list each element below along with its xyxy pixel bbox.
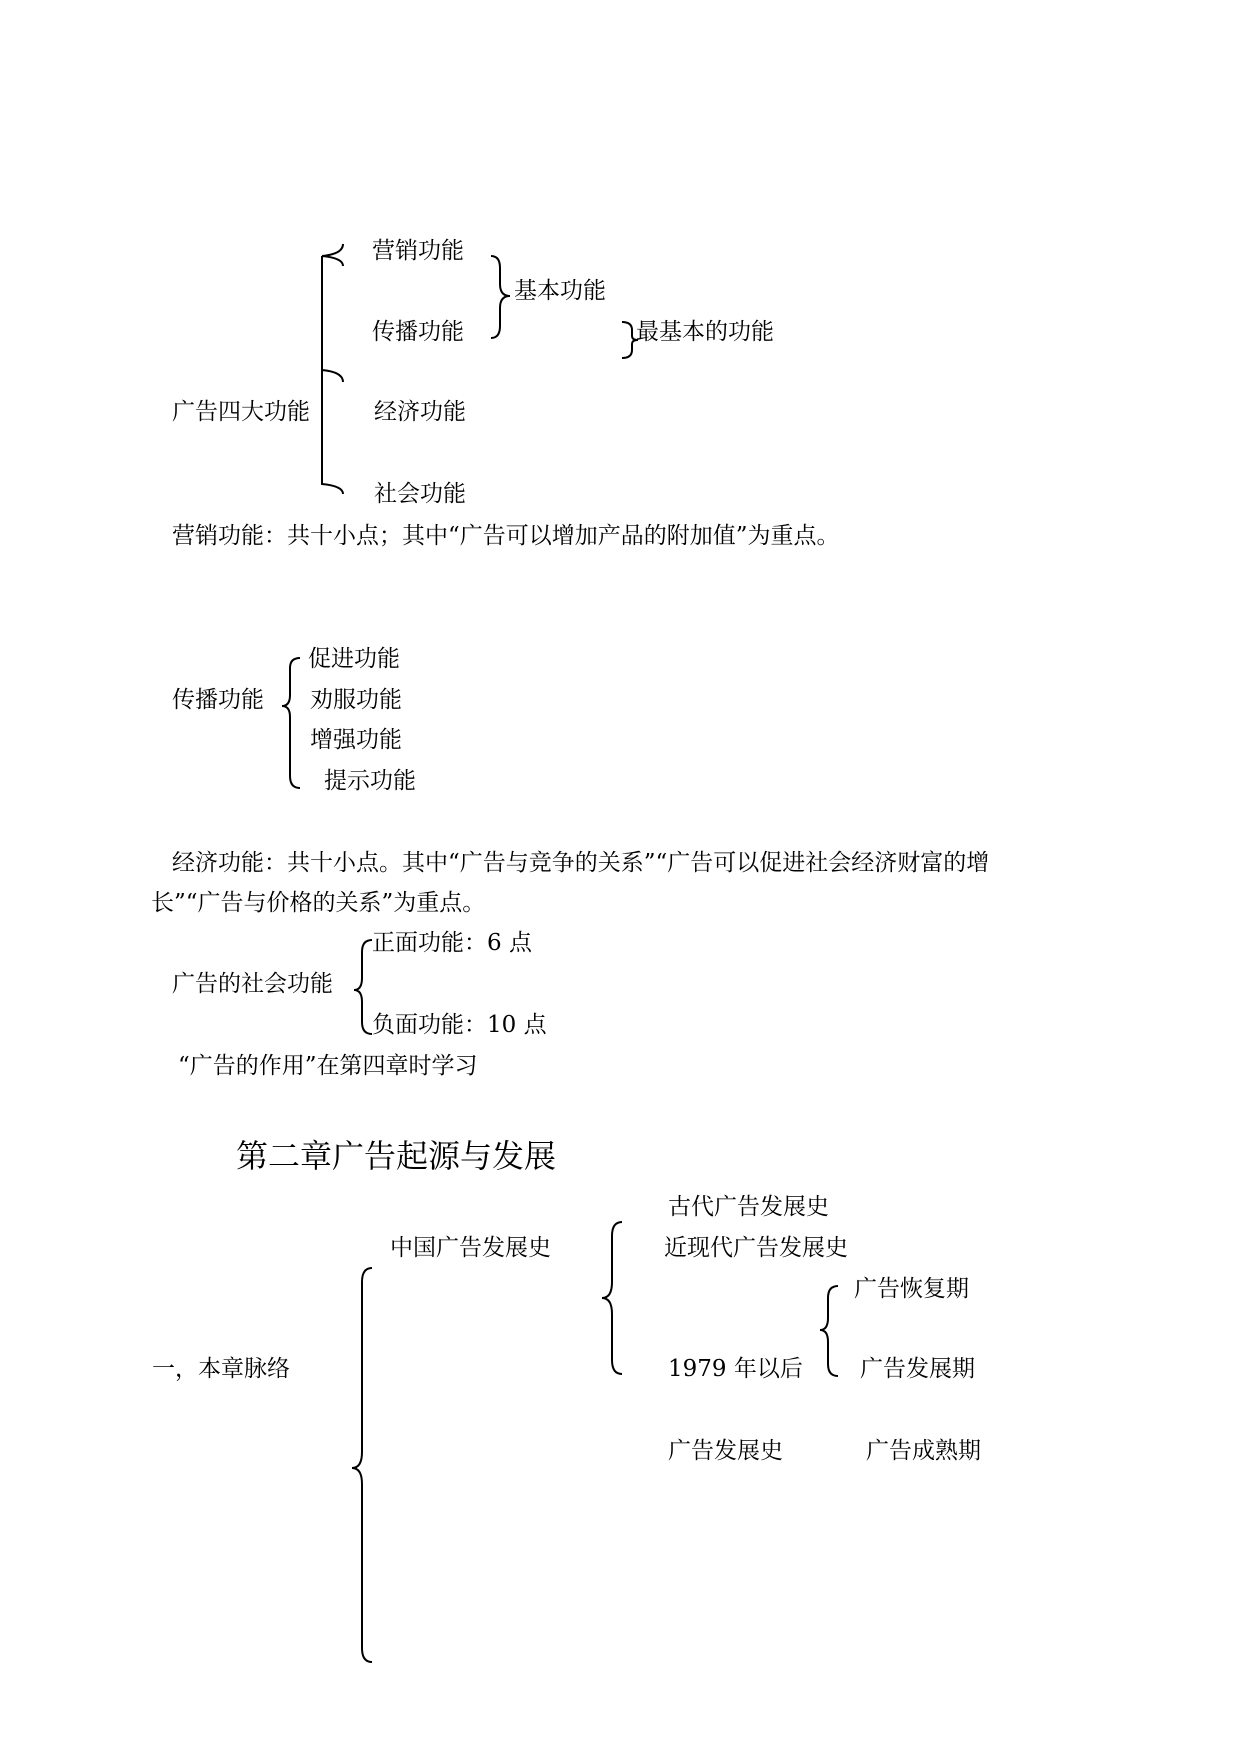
economic-note-line1: 经济功能：共十小点。其中“广告与竞争的关系”“广告可以促进社会经济财富的增 [172,850,990,876]
brace-basic [491,256,510,338]
social-functions-root: 广告的社会功能 [172,971,333,997]
brace-social [354,940,372,1034]
communication-item-persuade: 劝服功能 [310,687,402,713]
modern-history: 近现代广告发展史 [664,1235,848,1261]
economic-note-line2: 长”“广告与价格的关系”为重点。 [151,890,486,916]
communication-item-enhance: 增强功能 [310,727,402,753]
china-history: 中国广告发展史 [390,1235,551,1261]
chapter-outline-label: 一，本章脉络 [152,1356,290,1382]
most-basic-function: 最基本的功能 [636,319,774,345]
after-1979: 1979 年以后 [668,1356,803,1382]
marketing-function: 营销功能 [372,238,464,264]
recovery-period: 广告恢复期 [854,1276,969,1302]
role-note: “广告的作用”在第四章时学习 [178,1053,478,1079]
ancient-history: 古代广告发展史 [668,1194,829,1220]
brace-four-functions [322,244,343,494]
chapter2-title: 第二章广告起源与发展 [236,1137,557,1175]
brace-chapter-outline [352,1268,372,1662]
basic-function: 基本功能 [514,278,606,304]
history: 广告发展史 [668,1438,783,1464]
social-function: 社会功能 [374,481,466,507]
social-positive: 正面功能：6 点 [372,930,532,956]
economic-function: 经济功能 [374,399,466,425]
brace-after-1979 [820,1286,838,1376]
development-period: 广告发展期 [860,1356,975,1382]
brace-communication [282,658,300,788]
communication-functions-root: 传播功能 [172,687,264,713]
four-functions-root: 广告四大功能 [172,399,310,425]
maturity-period: 广告成熟期 [866,1438,981,1464]
marketing-note: 营销功能：共十小点；其中“广告可以增加产品的附加值”为重点。 [172,523,840,549]
communication-item-remind: 提示功能 [324,768,416,794]
brace-china-history [602,1222,622,1374]
social-negative: 负面功能：10 点 [372,1012,547,1038]
communication-item-promote: 促进功能 [308,646,400,672]
communication-function: 传播功能 [372,319,464,345]
